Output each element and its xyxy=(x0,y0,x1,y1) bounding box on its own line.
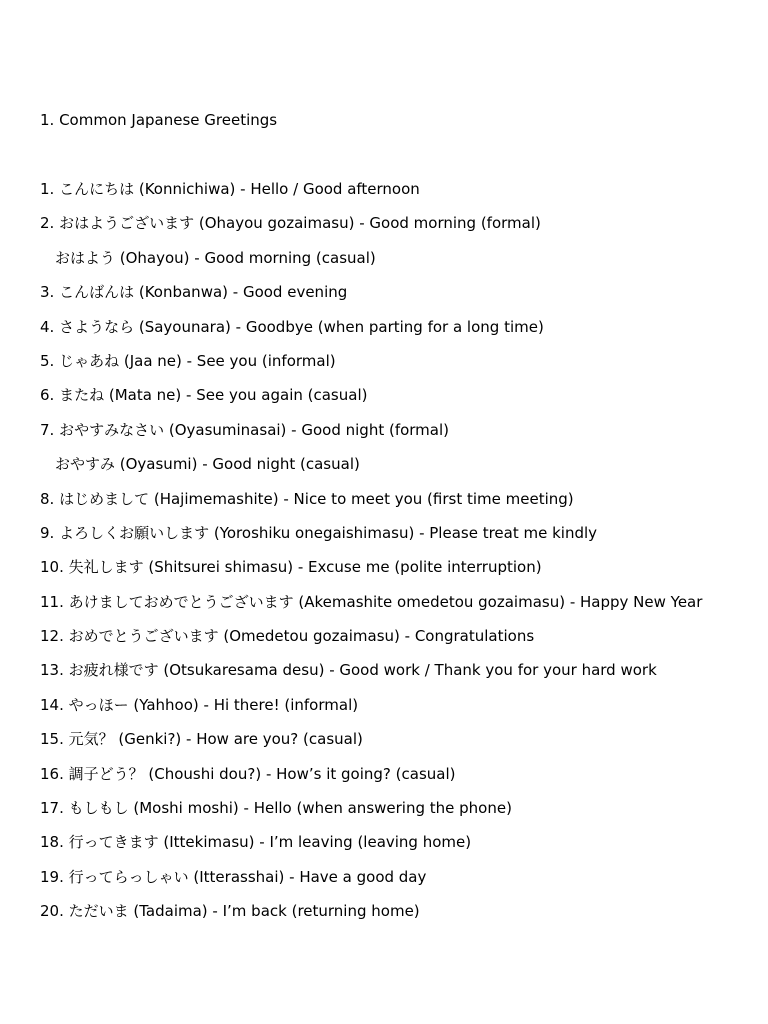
greeting-line: 20. ただいま (Tadaima) - I’m back (returning home) xyxy=(40,902,420,921)
greeting-line: 6. またね (Mata ne) - See you again (casual) xyxy=(40,386,368,405)
document-title: 1. Common Japanese Greetings xyxy=(40,111,278,129)
greeting-line: 18. 行ってきます (Ittekimasu) - I’m leaving (leaving home) xyxy=(40,833,472,852)
greeting-line: 2. おはようございます (Ohayou gozaimasu) - Good morning (formal) xyxy=(40,214,541,233)
greeting-line: 14. やっほー (Yahhoo) - Hi there! (informal) xyxy=(40,695,359,714)
greeting-line: 19. 行ってらっしゃい (Itterasshai) - Have a good day xyxy=(40,867,427,886)
greeting-line: 5. じゃあね (Jaa ne) - See you (informal) xyxy=(40,351,336,370)
greeting-line: 13. お疲れ様です (Otsukaresama desu) - Good work / Thank you for your hard work xyxy=(40,661,657,680)
greeting-line-variant: おはよう (Ohayou) - Good morning (casual) xyxy=(55,248,376,267)
greeting-line: 8. はじめまして (Hajimemashite) - Nice to meet you (first time meeting) xyxy=(40,489,574,508)
greeting-line: 11. あけましておめでとうございます (Akemashite omedetou gozaimasu) - Happy New Year xyxy=(40,592,703,611)
greeting-line: 1. こんにちは (Konnichiwa) - Hello / Good afternoon xyxy=(40,180,420,198)
greeting-list xyxy=(40,180,702,937)
greeting-line: 7. おやすみなさい (Oyasuminasai) - Good night (formal) xyxy=(40,420,450,439)
greeting-line: 15. 元気？ (Genki?) - How are you? (casual) xyxy=(40,730,363,749)
greeting-line-variant: おやすみ (Oyasumi) - Good night (casual) xyxy=(55,455,360,474)
greeting-line: 10. 失礼します (Shitsurei shimasu) - Excuse me (polite interruption) xyxy=(40,558,542,577)
greeting-line: 4. さようなら (Sayounara) - Goodbye (when parting for a long time) xyxy=(40,317,544,336)
greeting-line: 17. もしもし (Moshi moshi) - Hello (when answering the phone) xyxy=(40,799,512,818)
greeting-line: 16. 調子どう？ (Choushi dou?) - How’s it going? (casual) xyxy=(40,764,456,783)
greeting-line: 9. よろしくお願いします (Yoroshiku onegaishimasu) - Please treat me kindly xyxy=(40,523,598,542)
greeting-line: 12. おめでとうございます (Omedetou gozaimasu) - Congratulations xyxy=(40,627,535,646)
greeting-line: 3. こんばんは (Konbanwa) - Good evening xyxy=(40,283,348,302)
